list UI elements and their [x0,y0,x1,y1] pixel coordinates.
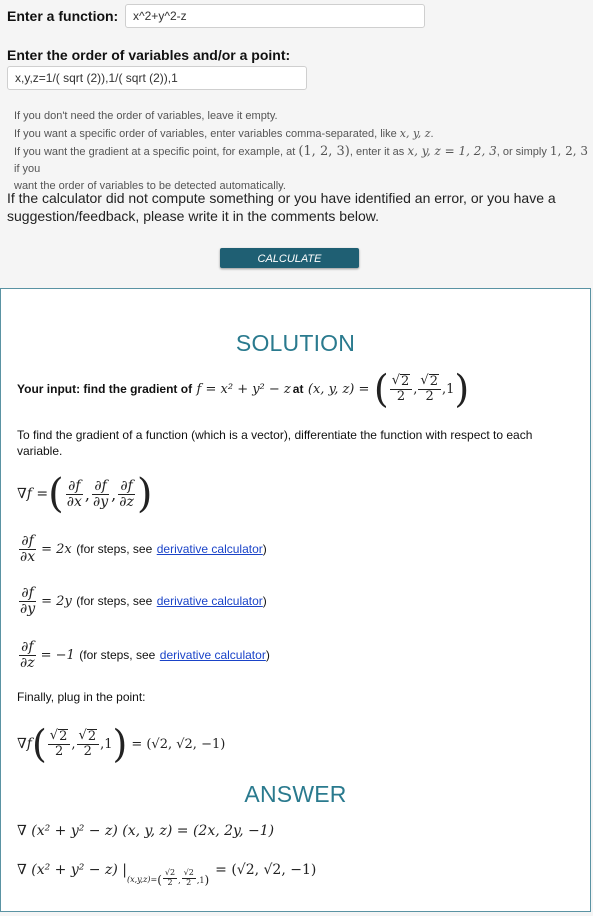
paren-open: ( [373,367,389,411]
plug-in-row: ∇f ( √ 2 2 , √ 2 2 ,1 ) = (√2, √2, −1) [17,722,226,766]
hint-point: If you want the gradient at a specific point, for example, at (1, 2, 3), enter it as x, y, z = 1, 2, 3, or simply 1, 2, 3 if you [14,144,589,175]
feedback-note: If the calculator did not compute something or you have identified an error, or you have a suggestion/feedback, please write it in the comments below. [7,190,556,224]
variables-label: Enter the order of variables and/or a point: [7,47,291,63]
function-input[interactable] [125,4,425,28]
answer-line-2: ∇ (x² + y² − z) | (x,y,z)= ( $\frac{√2}{2}$ , $\frac{√2}{2}$ ,1 ) = (√2, √2, −1) [17,862,317,887]
answer-line-1: ∇ (x² + y² − z) (x, y, z) = (2x, 2y, −1) [17,823,275,839]
derivative-calculator-link-x[interactable]: derivative calculator [156,542,263,556]
point-y-fraction: √ 2 2 [418,374,441,404]
gradient-definition: ∇f = ( $\frac{\partial f}{\partial x}$ , $\frac{\partial f}{\partial y}$ , $\frac{\partial f}{\partial z}$ ) [17,471,153,517]
hint-empty: If you don't need the order of variables, leave it empty. [14,110,278,122]
gradient-explanation: To find the gradient of a function (which is a vector), differentiate the function with respect to each variable. [17,428,533,458]
point-x-fraction: √ 2 2 [390,374,413,404]
derivative-calculator-link-z[interactable]: derivative calculator [159,648,266,662]
calculate-button[interactable]: CALCULATE [220,248,359,268]
variables-input[interactable] [7,66,307,90]
paren-close: ) [454,367,470,411]
input-summary: Your input: find the gradient of f = x² + y² − z at (x, y, z) = ( √ 2 2 , √ 2 2 ,1 ) [17,367,470,411]
partial-z-row: $\frac{\partial f}{\partial z}$ = −1 (for steps, see derivative calculator ) [20,638,270,671]
partial-y-row: $\frac{\partial f}{\partial y}$ = 2y (for steps, see derivative calculator ) [20,584,267,617]
hints [14,108,589,195]
partial-x-row: $\frac{\partial f}{\partial x}$ = 2x (for steps, see derivative calculator ) [20,532,267,565]
solution-panel [0,288,591,912]
finally-text: Finally, plug in the point: [17,690,146,704]
hint-order: If you want a specific order of variables, enter variables comma-separated, like x, y, z. [14,127,434,140]
derivative-calculator-link-y[interactable]: derivative calculator [156,594,263,608]
hint-auto: want the order of variables to be detected automatically. [14,180,286,192]
answer-heading: ANSWER [244,781,347,807]
function-label: Enter a function: [7,8,119,24]
solution-heading: SOLUTION [235,330,356,356]
